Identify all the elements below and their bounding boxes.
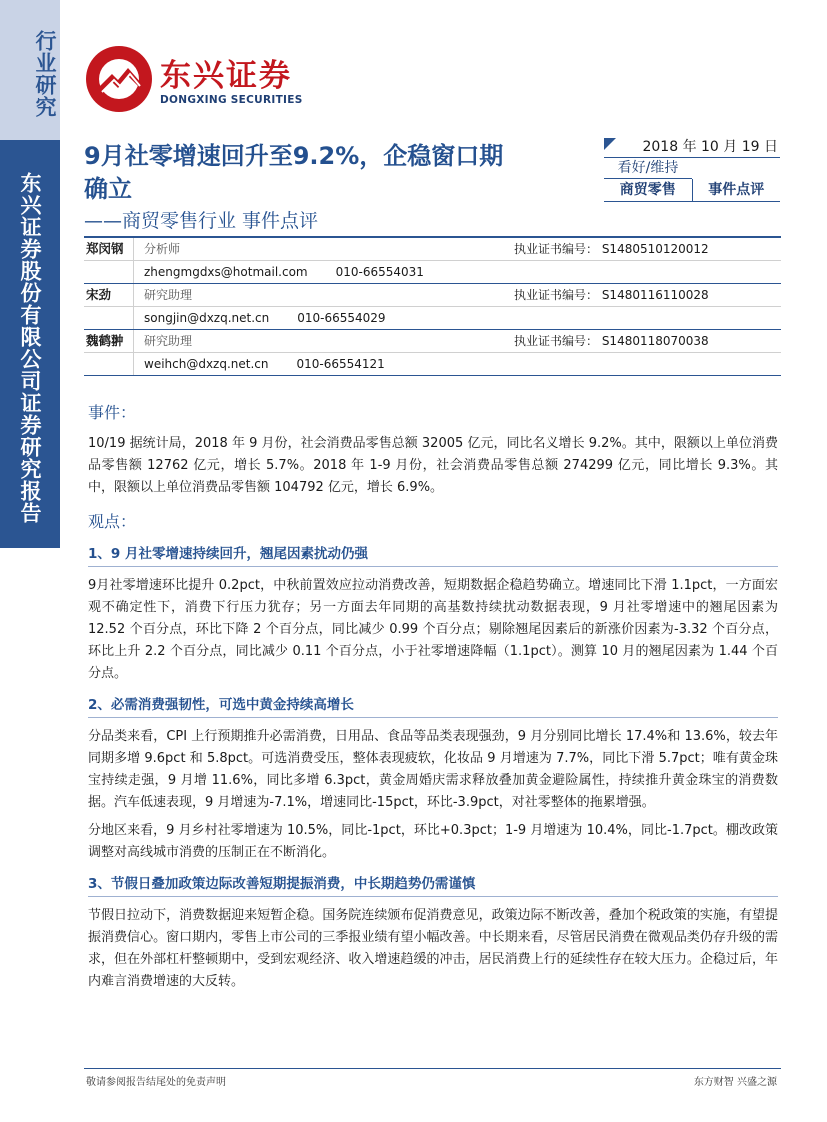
rating-box	[604, 138, 780, 202]
views-label: 观点：	[88, 512, 137, 531]
analyst-phone: 010-66554031	[335, 265, 424, 279]
analyst-email[interactable]: zhengmgdxs@hotmail.com	[144, 265, 308, 279]
analyst-entry	[84, 238, 781, 284]
company-logo	[84, 44, 324, 114]
analyst-name: 魏鹤翀	[84, 330, 134, 352]
analyst-phone: 010-66554121	[296, 357, 385, 371]
analyst-role: 分析师	[144, 242, 181, 256]
analyst-cert: 执业证书编号： S1480118070038	[514, 334, 709, 348]
analyst-name: 郑闵钢	[84, 238, 134, 260]
section-2-paragraph-1: 分品类来看，CPI 上行预期推升必需消费，日用品、食品等品类表现强劲，9 月分别同比增长 17.4%和 13.6%，较去年同期多增 9.6pct 和 5.8pct。可选消费受压，整体表现疲软，化妆品 9 月增速为 7.7%，同比下滑 5.7pct；唯有黄金珠宝持续走强，9 月增 11.6%，同比多增 6.3pct，黄金周婚庆需求释放叠加黄金避险属性，持续推升黄金珠宝的消费数据。汽车低速表现，9 月增速为-7.1%，增速同比-15pct，环比-3.9pct，对社零整体的拖累增强。	[88, 729, 778, 810]
tag-industry: 商贸零售	[604, 179, 693, 201]
event-label: 事件：	[88, 403, 137, 422]
logo-chinese-name: 东兴证券	[160, 58, 292, 94]
analyst-entry	[84, 284, 781, 330]
section-1-paragraph: 9月社零增速环比提升 0.2pct，中秋前置效应拉动消费改善，短期数据企稳趋势确立。增速同比下滑 1.1pct，一方面宏观不确定性下，消费下行压力犹存；另一方面去年同期的高基数持续扰动数据表现，9 月社零增速中的翘尾因素为 12.52 个百分点，环比下降 2 个百分点，同比减少 0.99 个百分点；剔除翘尾因素后的新涨价因素为-3.32 个百分点，环比上升 2.2 个百分点，同比减少 0.11 个百分点，小于社零增速降幅（1.1pct）。测算 10 月的翘尾因素为 1.44 个百分点。	[88, 578, 778, 681]
section-2-paragraph-2: 分地区来看，9 月乡村社零增速为 10.5%，同比-1pct，环比+0.3pct；1-9 月增速为 10.4%，同比-1.7pct。棚改政策调整对高线城市消费的压制正在不断消化。	[88, 823, 778, 860]
sidebar-company-label: 东兴证券股份有限公司证券研究报告	[18, 172, 42, 524]
corner-triangle-icon	[604, 138, 616, 150]
tag-report-type: 事件点评	[708, 182, 765, 198]
event-text: 10/19 据统计局，2018 年 9 月份，社会消费品零售总额 32005 亿元，同比名义增长 9.2%。其中，限额以上单位消费品零售额 12762 亿元，增长 5.7%。2018 年 1-9 月份，社会消费品零售总额 274299 亿元，同比增长 9.3%。其中，限额以上单位消费品零售额 104792 亿元，增长 6.9%。	[88, 436, 778, 495]
analyst-email[interactable]: songjin@dxzq.net.cn	[144, 311, 270, 325]
report-subtitle: ——商贸零售行业 事件点评	[84, 210, 319, 232]
analyst-role: 研究助理	[144, 288, 193, 302]
analyst-table	[84, 236, 781, 376]
analyst-entry	[84, 330, 781, 376]
logo-mark-icon	[84, 44, 154, 114]
section-3-paragraph: 节假日拉动下，消费数据迎来短暂企稳。国务院连续颁布促消费意见，政策边际不断改善，叠加个税政策的实施，有望提振消费信心。窗口期内，零售上市公司的三季报业绩有望小幅改善。中长期来看，尽管居民消费在微观品类仍存升级的需求，但在外部杠杆整顿期中，受到宏观经济、收入增速趋缓的冲击，居民消费上行的延续性存在较大压力。企稳过后，年内难言消费增速的大反转。	[88, 908, 778, 989]
analyst-email[interactable]: weihch@dxzq.net.cn	[144, 357, 269, 371]
analyst-phone: 010-66554029	[297, 311, 386, 325]
analyst-cert: 执业证书编号： S1480510120012	[514, 242, 709, 256]
section-heading-2: 2、必需消费强韧性，可选中黄金持续高增长	[88, 693, 778, 718]
report-body	[88, 400, 778, 999]
analyst-role: 研究助理	[144, 334, 193, 348]
page-footer	[84, 1068, 781, 1088]
tag-row	[604, 179, 780, 202]
footer-slogan: 东方财智 兴盛之源	[693, 1077, 777, 1088]
logo-english-name: DONGXING SECURITIES	[160, 94, 303, 106]
sidebar-category-label: 行业研究	[33, 30, 57, 118]
section-heading-3: 3、节假日叠加政策边际改善短期提振消费，中长期趋势仍需谨慎	[88, 872, 778, 897]
report-date: 2018 年 10 月 19 日	[604, 138, 780, 158]
report-title: 9月社零增速回升至9.2%，企稳窗口期确立	[84, 142, 504, 203]
section-heading-1: 1、9 月社零增速持续回升，翘尾因素扰动仍强	[88, 542, 778, 567]
rating-badge: 看好/维持	[604, 158, 692, 179]
analyst-cert: 执业证书编号： S1480116110028	[514, 288, 709, 302]
footer-disclaimer: 敬请参阅报告结尾处的免责声明	[86, 1077, 226, 1088]
analyst-name: 宋劲	[84, 284, 134, 306]
